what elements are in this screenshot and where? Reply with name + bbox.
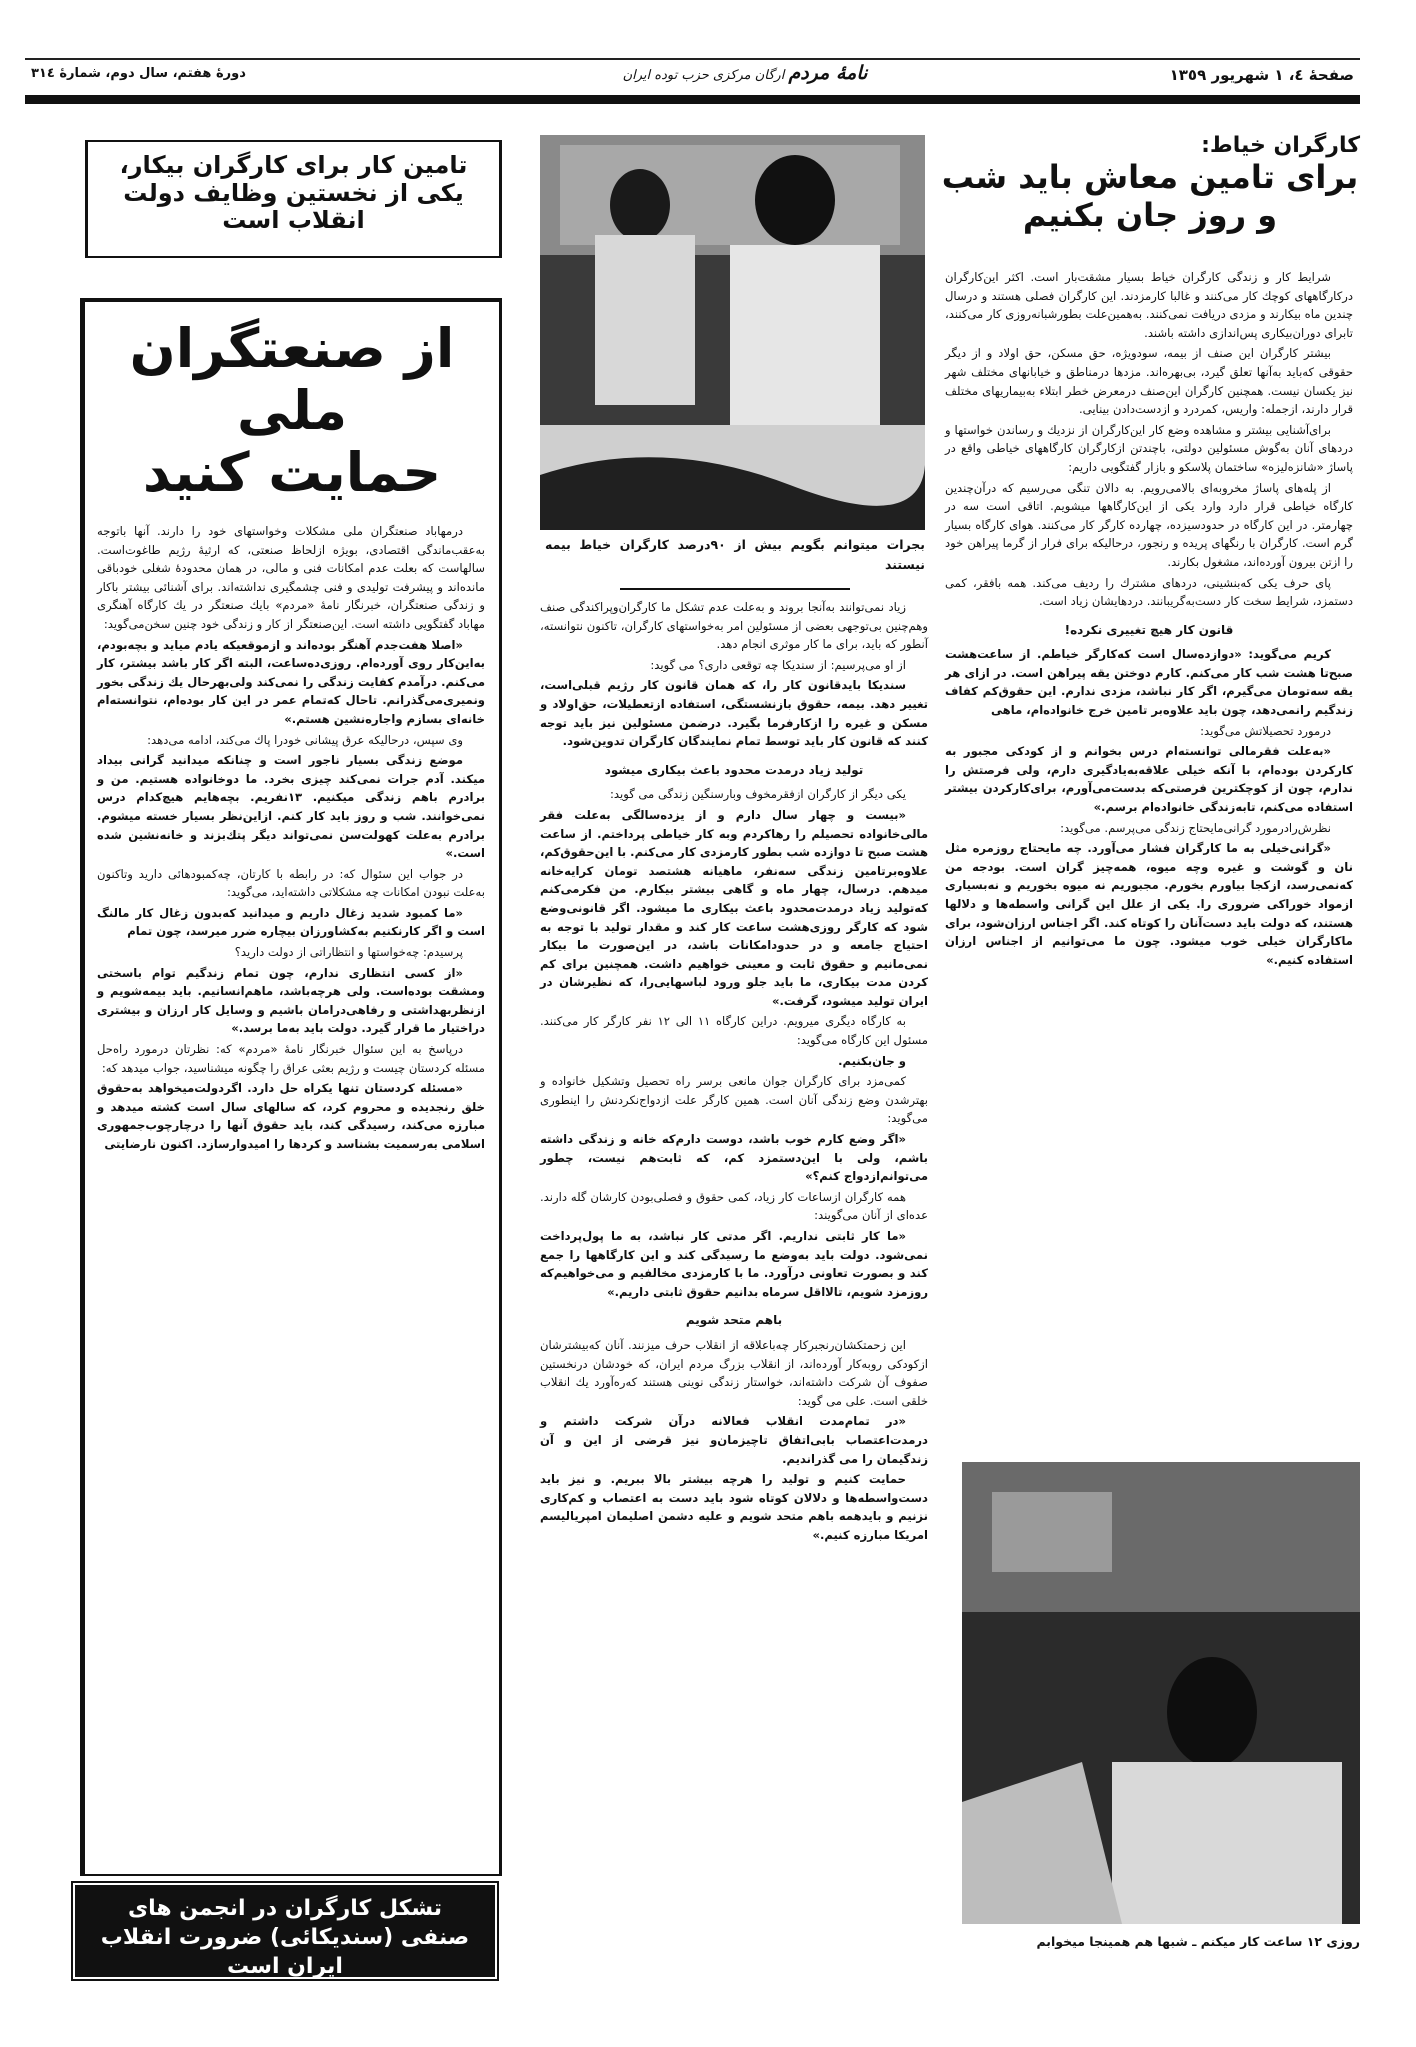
tailors-article-body: [945, 268, 1353, 971]
paragraph: «مسئله کردستان تنها یکراه حل دارد. اگردولت‌میخواهد به‌حقوق خلق رنجدیده و محروم کرد، که سالهای سال است کشته میدهد و مبارزه می‌کند، رسیدگی کند، باید حقوق آنها را درچارچوب‌جمهوری اسلامی به‌رسمیت بشناسد و کردها را امیدوارسازد. اکنون نارضایتی: [97, 1081, 485, 1151]
article-headline: [85, 318, 499, 504]
paragraph: درمورد تحصیلاتش می‌گوید:: [1200, 723, 1331, 738]
headline-line: انقلاب است: [222, 206, 365, 235]
paragraph: همه کارگران ازساعات کار زیاد، کمی حقوق و فصلی‌بودن کارشان گله دارند. عده‌ای از آنان می‌گویند:: [540, 1189, 928, 1223]
paragraph: درپاسخ به این سئوال خبرنگار نامهٔ «مردم» که: نظرتان درمورد راه‌حل مسئله کردستان چیست و رژیم بعثی عراق را چگونه میشناسید، جواب میدهد که:: [97, 1042, 485, 1075]
photo-image: [962, 1462, 1360, 1924]
paragraph: «در تمام‌مدت انقلاب فعالانه درآن شرکت داشتم و درمدت‌اعتصاب بابی‌اتفاق تاچیزمان‌و نیز قرضی از این و آن زندگیمان را می گذراندیم.: [540, 1414, 928, 1466]
photo-tailor-workshop: [962, 1462, 1360, 1924]
slogan-line: تشکل کارگران در انجمن های: [127, 1896, 443, 1921]
photo-tailors-at-work: [540, 135, 925, 530]
paragraph: زیاد نمی‌توانند به‌آنجا بروند و به‌علت عدم تشکل ما کارگران‌وپراکندگی صنف وهم‌چنین بی‌توجهی بعضی از مسئولین امر به‌خواستهای کارگران، تاکنون نتوانسته، آنطور که باید، برای ما کار موثری انجام دهد.: [540, 600, 928, 652]
divider: [620, 588, 850, 590]
headline-line: یکی از نخستین وظایف دولت: [123, 178, 464, 207]
masthead-title: نامهٔ مردم: [788, 62, 868, 84]
tailors-headline: [940, 133, 1360, 234]
newspaper-header: [25, 58, 1360, 104]
page-date: صفحهٔ ٤، ١ شهریور ١٣٥٩: [1169, 66, 1354, 84]
photo-caption: بجرات میتوانم بگویم بیش از ٩٠درصد کارگران خیاط بیمه نیستند: [545, 537, 925, 572]
slogan-line: ایران است: [227, 1954, 343, 1979]
paragraph: کریم می‌گوید: «دوازده‌سال است که‌کارگر خیاطم. از ساعت‌هشت صبح‌تا هشت شب کار می‌کنم. کارم دوختن یقه پیراهن است. در ازای هر یقه سه‌تومان می‌گیرم، اگر کار نباشد، مزدی ندارم. این حقوق‌کم کفاف زندگیم رانمی‌دهد، چون باید علاوه‌بر تامین خرج خانواده‌ام، ماهی: [945, 647, 1353, 718]
paragraph: «اگر وضع کارم خوب باشد، دوست دارم‌که خانه و زندگی داشته باشم، ولی با این‌دستمزد کم، که ثابت‌هم نیست، چطور می‌توانم‌ازدواج کنم؟»: [540, 1132, 928, 1184]
subheading: قانون کار هیچ تغییری نکرده!: [1064, 622, 1234, 637]
paragraph: «اصلا هفت‌جدم آهنگر بوده‌اند و ازموقعیکه یادم میاید و بچه‌بودم، به‌این‌کار روی آورده‌ام. روزی‌ده‌ساعت، البته اگر کار باشد بیشتر، کار می‌کنم. درآمدم کفایت زندگی را نمی‌کند ولی‌بهرحال یك زندگی بخور ونمیری‌می‌گذرانم. تاحال که‌تمام عمر در این کار بوده‌ام، نتوانسته‌ام خانه‌ای بسازم واجاره‌نشین هستم.»: [97, 637, 485, 726]
masthead-subtitle: ارگان مرکزی حزب توده ایران: [622, 68, 785, 83]
header-rule: [25, 95, 1360, 104]
paragraph: به کارگاه دیگری میرویم. دراین کارگاه ١١ الی ١٢ نفر کارگر کار می‌کنند. مسئول این کارگاه می‌گوید:: [540, 1014, 928, 1048]
paragraph: بیشتر کارگران این صنف از بیمه، سودویژه، حق مسکن، حق اولاد و از دیگر حقوقی که‌باید به‌آنها تعلق گیرد، بی‌بهره‌اند. مزدها درمناطق و خیابانهای مختلف شهر نیز یکسان نیست. همچنین کارگران این‌صنف درمعرض خطر ابتلاء به‌بیماریهای مختلف قرار دارند، ازجمله: واریس، کمردرد و ازدست‌دادن بینایی.: [945, 346, 1353, 417]
masthead: [585, 62, 905, 84]
photo-image: [540, 135, 925, 530]
paragraph: یکی دیگر از کارگران ازفقرمخوف وبارسنگین زندگی می گوید:: [609, 787, 906, 802]
paragraph: حمایت کنیم و تولید را هرچه بیشتر بالا ببریم. و نیز باید دست‌واسطه‌ها و دلالان کوتاه شود باید دست به اعتصاب و کم‌کاری نزنیم و بایدهمه باهم متحد شویم و علیه دشمن اصلیمان امپریالیسم امریکا مبارزه کنیم.»: [540, 1472, 928, 1542]
paragraph: این زحمتکشان‌رنجبرکار چه‌باعلاقه از انقلاب حرف میزنند. آنان که‌بیشترشان ازکودکی روبه‌کار آورده‌اند، از انقلاب بزرگ مردم ایران، که خودشان درنخستین صفوف آن شرکت داشته‌اند، خواستار زندگی نوینی هستند که‌ره‌آورد یك انقلاب خلقی است. علی می گوید:: [540, 1337, 928, 1408]
issue-info: دورهٔ هفتم، سال دوم، شمارهٔ ٣١٤: [31, 66, 246, 81]
paragraph: از پله‌های پاساژ مخروبه‌ای بالامی‌رویم. به دالان تنگی می‌رسیم که درآن‌چندین کارگاه خیاطی قرار دارد وارد یکی از این‌کارگاهها میشویم. اتاقی است سه در چهارمتر. در این کارگاه در حدودسیزده، چهارده کارگر کار می‌کنند. هوای کارگاه بسیار گرم است. کارگران با رنگهای پریده و رنجور، درحالیکه برای فرار از گرما پیراهن خود را ازتن بیرون آورده‌اند، مشغول بکارند.: [945, 480, 1353, 569]
headline-line: تامین کار برای کارگران بیکار،: [119, 151, 468, 179]
paragraph: پای حرف یکی که‌بنشینی، دردهای مشترك را ردیف می‌کند. همه بافقر، کمی دستمزد، شرایط سخت کار دست‌به‌گریبانند. دردهایشان زیاد است.: [945, 575, 1353, 609]
article-national-craftsmen: [80, 298, 502, 1876]
paragraph: پرسیدم: چه‌خواستها و انتظاراتی از دولت دارید؟: [234, 945, 463, 960]
headline-kicker: کارگران خیاط:: [1201, 133, 1360, 158]
paragraph: در جواب این سئوال که: در رابطه با کارتان، چه‌کمبودهائی دارید وتاکنون به‌علت نبودن امکانات چه مشکلاتی داشته‌اید، می‌گوید:: [97, 866, 485, 900]
paragraph: شرایط کار و زندگی کارگران خیاط بسیار مشقت‌بار است. اکثر این‌کارگران درکارگاههای کوچك کار می‌کنند و غالبا کارمزدند. این کارگران فصلی هستند و درسال چندین ماه بیکارند و مزدی دریافت نمی‌کنند. به‌همین‌علت بطورشبانه‌روزی کار می‌کنند، تابرای دوران‌بیکاری پس‌اندازی داشته باشند.: [945, 270, 1353, 340]
headline-line: و روز جان بکنیم: [1022, 196, 1278, 235]
paragraph: موضع زندگی بسیار ناجور است و چنانکه میدانید گرانی بیداد میکند. آدم جرات نمی‌کند چیزی بخرد. ما دوخانواده هستیم. من و برادرم باهم زندگی میکنیم. ١٣نفریم. بچه‌هایم هیچ‌کدام درس نمی‌خوانند. شب و روز باید کار کنم. ازاین‌نظر بسیار خسته میشوم. برادرم به‌علت کهولت‌سن نمی‌تواند دیگر پتك‌بزند و خانه‌نشین شده است.»: [97, 753, 485, 861]
slogan-line: صنفی (سندیکائی) ضرورت انقلاب: [100, 1925, 470, 1950]
boxed-slogan-unions: [75, 1885, 495, 1977]
headline-line: از صنعتگران ملی: [129, 317, 455, 442]
paragraph: سندیکا بایدقانون کار را، که همان قانون کار رژیم قبلی‌است، تغییر دهد. بیمه، حقوق بازنشستگی، استفاده ازتعطیلات، حق‌اولاد و مسکن و غیره را ازکارفرما بگیرد. درضمن مسئولین نیز باید توجه کنند که قانون کار باید توسط تمام نمایندگان کارگران تدوین‌شود.: [540, 678, 928, 749]
paragraph: «ما کمبود شدید زغال داریم و میدانید که‌بدون زغال کار مالنگ است و اگر کارنکنیم به‌کشاورزان بیچاره ضرر میرسد، چون تمام: [97, 905, 485, 939]
paragraph: «به‌علت فقرمالی توانسته‌ام درس بخوانم و از کودکی مجبور به کارکردن بوده‌ام، با آنکه خیلی علاقه‌به‌یادگیری دارم، ولی فرصتش را ندارم، چون از کوچکترین فرصتی‌که بدست‌می‌آورم، برای‌کارکردن بیشتر استفاده می‌کنم، تابه‌زندگی خانواده‌ام برسم.»: [945, 744, 1353, 815]
paragraph: برای‌آشنایی بیشتر و مشاهده وضع کار این‌کارگران از نزدیك و رساندن خواستها و دردهای آنان به‌گوش مسئولین دولتی، باچندتن ازکارگران کارگاههای خیاطی واقع در پاساژ «شانزه‌لیزه» ساختمان پلاسکو و بازار گفتگویی داریم:: [945, 422, 1353, 474]
headline-line: برای تامین معاش باید شب: [941, 158, 1359, 197]
paragraph: «گرانی‌خیلی به ما کارگران فشار می‌آورد. چه مایحتاج روزمره مثل نان و گوشت و غیره وچه میوه، همه‌چیز گران است. بودجه من که‌نمی‌رسد، ازکجا بیاورم بخورم. مجبوریم نه میوه بخوریم و نه‌بسیاری ازمواد خوراکی ضروری را. یکی از علل این گرانی واسطه‌ها و دلالها هستند، که دولت باید دست‌آنان را کوتاه کند. اگر اجناس ارزان‌شود، برای ماکارگران خیلی خوب میشود. چون ما می‌توانیم از اجناس ارزان استفاده کنیم.»: [945, 841, 1353, 967]
paragraph: درمهاباد صنعتگران ملی مشکلات وخواستهای خود را دارند. آنها باتوجه به‌عقب‌ماندگی اقتصادی، بویژه ازلحاظ صنعتی، که ارثیهٔ رژیم طاغوت‌است. سالهاست که بعلت عدم امکانات فنی و مالی، در همان محدودهٔ شغلی خودباقی مانده‌اند و پیشرفت تولیدی و فنی چشمگیری نداشته‌اند. برای آشنائی بیشتر باکار و زندگی صنعتگران، خبرنگار نامهٔ «مردم» بایك صنعتگر در یك کارگاه آهنگری مهاباد گفتگویی داشته است. این‌صنعتگر از کار و زندگی خود چنین سخن‌می‌گوید:: [97, 524, 485, 631]
paragraph: و جان‌بکنیم.: [838, 1053, 906, 1068]
paragraph: وی سپس، درحالیکه عرق پیشانی خودرا پاك می‌کند، ادامه می‌دهد:: [147, 732, 463, 747]
subheading: تولید زیاد درمدت محدود باعث بیکاری میشود: [604, 762, 864, 777]
paragraph: از او می‌پرسیم: از سندیکا چه توقعی داری؟ می گوید:: [650, 657, 906, 672]
paragraph: کمی‌مزد برای کارگران جوان مانعی برسر راه تحصیل وتشکیل خانواده و بهترشدن وضع زندگی آنان است. همین کارگر علت ازدواج‌نکردنش را اینطوری می‌گوید:: [540, 1074, 928, 1126]
paragraph: «از کسی انتظاری ندارم، چون تمام زندگیم توام باسختی ومشقت بوده‌است. ولی هرچه‌باشد، ماهم‌انسانیم. باید بیمه‌شویم و ازنظربهداشتی و رفاهی‌درامان باشیم و وسایل کار ارزان و بیشتری دراختیار ما قرار گیرد. دولت باید به‌ما برسد.»: [97, 965, 485, 1036]
middle-article-body: [540, 598, 928, 1547]
boxed-headline-unemployed: [85, 140, 502, 258]
paragraph: نظرش‌رادرمورد گرانی‌مایحتاج زندگی می‌پرسم. می‌گوید:: [1060, 820, 1331, 835]
subheading: باهم متحد شویم: [685, 1313, 783, 1328]
paragraph: «ما کار ثابتی نداریم. اگر مدتی کار نباشد، به ما پول‌پرداخت نمی‌شود. دولت باید به‌وضع ما رسیدگی کند و این کارگاهها را جمع کند و بصورت تعاونی درآورد. ما با کارمزدی مخالفیم و می‌خواهیم‌که روزمزد شویم، تالااقل سرماه بدانیم حقوق ثابتی داریم.»: [540, 1229, 928, 1299]
article-body: [85, 504, 499, 1154]
paragraph: «بیست و چهار سال دارم و از یزده‌سالگی به‌علت فقر مالی‌خانواده تحصیلم را رهاکردم وبه کار خیاطی پرداختم. از ساعت هشت صبح تا دوازده شب بطور کارمزدی کار می‌کنم. با این‌حقوق‌کم، علاوه‌بر‌تامین زندگی سه‌نفر، ماهیانه هشتصد تومان کرایه‌خانه میدهم. درسال، چهار ماه و گاهی بیشتر بیکارم. من فکرمی‌کنم که‌تولید زیاد درمدت‌محدود باعث بیکاری ما میشود. اگر قانونی‌وضع شود که کارگر روزی‌هشت ساعت کار کند و مقدار تولید با توجه به احتیاج جامعه و در حدود‌امکانات باشد، در این‌صورت ما بیکار نمی‌مانیم و حقوق ثابت و معینی خواهیم داشت. همچنین برای کم کردن مدت بیکاری، ما باید جلو ورود لباسهایی‌را، که نظیرشان در ایران تولید میشود، گرفت.»: [540, 807, 928, 1008]
headline-line: حمایت کنید: [142, 441, 442, 504]
photo-caption: روزی ١٢ ساعت کار میکنم ـ شبها هم همینجا میخوابم: [1036, 1934, 1360, 1949]
